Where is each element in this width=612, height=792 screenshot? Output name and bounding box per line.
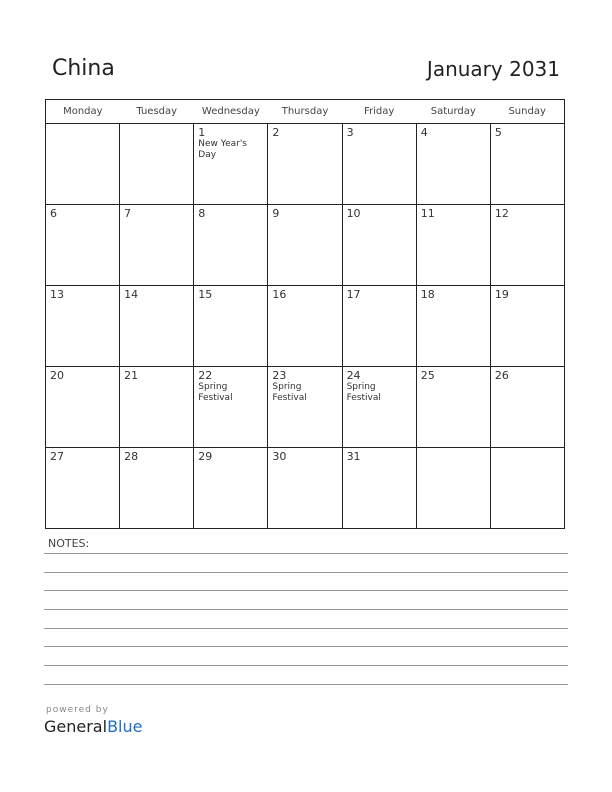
day-cell — [342, 124, 416, 205]
day-cell — [342, 205, 416, 286]
day-number: 29 — [198, 450, 213, 463]
day-number: 30 — [272, 450, 287, 463]
week-row — [46, 124, 565, 205]
day-cell — [268, 205, 342, 286]
country-title: China — [52, 56, 115, 81]
day-cell — [490, 124, 564, 205]
weekday-thursday: Thursday — [268, 100, 342, 124]
day-cell — [120, 367, 194, 448]
weekday-wednesday: Wednesday — [194, 100, 268, 124]
day-cell — [268, 448, 342, 529]
day-number: 25 — [420, 369, 435, 382]
day-number: 28 — [124, 450, 139, 463]
day-number: 26 — [494, 369, 509, 382]
day-cell — [120, 124, 194, 205]
day-number: 8 — [198, 207, 206, 220]
day-number: 9 — [272, 207, 280, 220]
day-number: 1 — [198, 126, 206, 139]
day-number: 16 — [272, 288, 287, 301]
weekday-header-row — [46, 100, 565, 124]
day-number: 11 — [420, 207, 435, 220]
holiday-label: Spring Festival — [198, 382, 233, 403]
day-cell — [120, 448, 194, 529]
notes-line — [44, 609, 568, 610]
day-number: 23 — [272, 369, 287, 382]
day-cell — [120, 205, 194, 286]
day-number: 24 — [346, 369, 361, 382]
day-cell — [416, 286, 490, 367]
week-row — [46, 367, 565, 448]
month-title: January 2031 — [426, 57, 560, 81]
day-number: 20 — [50, 369, 64, 382]
weekday-saturday: Saturday — [416, 100, 490, 124]
notes-label: NOTES: — [48, 537, 90, 550]
day-cell — [268, 286, 342, 367]
day-cell — [194, 367, 268, 448]
day-cell — [46, 124, 120, 205]
day-number: 22 — [198, 369, 213, 382]
day-number: 2 — [272, 126, 280, 139]
weekday-sunday: Sunday — [490, 100, 564, 124]
day-number: 21 — [124, 369, 139, 382]
day-cell — [194, 205, 268, 286]
day-number: 13 — [50, 288, 64, 301]
holiday-label: Spring Festival — [272, 382, 307, 403]
powered-by-text: powered by — [46, 705, 109, 715]
day-number: 3 — [346, 126, 354, 139]
day-cell — [120, 286, 194, 367]
day-number: 27 — [50, 450, 64, 463]
day-cell — [342, 286, 416, 367]
day-cell — [416, 124, 490, 205]
day-number: 18 — [420, 288, 435, 301]
notes-line — [44, 572, 568, 573]
weekday-monday: Monday — [46, 100, 120, 124]
calendar-grid — [45, 99, 565, 529]
day-number: 5 — [494, 126, 502, 139]
day-number: 17 — [346, 288, 361, 301]
notes-line — [44, 590, 568, 591]
day-number: 19 — [494, 288, 509, 301]
day-number: 15 — [198, 288, 213, 301]
day-cell — [490, 205, 564, 286]
week-row — [46, 448, 565, 529]
day-cell — [490, 367, 564, 448]
day-cell — [490, 286, 564, 367]
day-cell — [46, 367, 120, 448]
day-cell — [194, 286, 268, 367]
holiday-label: Spring Festival — [346, 382, 381, 403]
week-row — [46, 286, 565, 367]
day-cell — [416, 367, 490, 448]
day-cell — [194, 448, 268, 529]
day-cell — [342, 367, 416, 448]
day-cell — [342, 448, 416, 529]
day-cell — [416, 448, 490, 529]
holiday-label: New Year's Day — [198, 139, 247, 160]
day-number: 7 — [124, 207, 132, 220]
generalblue-logo — [44, 717, 142, 736]
day-number: 10 — [346, 207, 361, 220]
day-cell — [46, 205, 120, 286]
notes-line — [44, 553, 568, 554]
weekday-friday: Friday — [342, 100, 416, 124]
day-number: 31 — [346, 450, 361, 463]
day-number: 12 — [494, 207, 509, 220]
weekday-tuesday: Tuesday — [120, 100, 194, 124]
notes-line — [44, 628, 568, 629]
day-cell — [268, 367, 342, 448]
logo-blue-text: Blue — [107, 717, 143, 736]
day-cell — [46, 286, 120, 367]
day-cell — [416, 205, 490, 286]
logo-general-text: General — [44, 717, 108, 736]
day-cell — [490, 448, 564, 529]
day-number: 14 — [124, 288, 139, 301]
week-row — [46, 205, 565, 286]
notes-line — [44, 684, 568, 685]
notes-line — [44, 646, 568, 647]
day-cell — [194, 124, 268, 205]
day-number: 6 — [50, 207, 57, 220]
day-cell — [46, 448, 120, 529]
day-cell — [268, 124, 342, 205]
notes-line — [44, 665, 568, 666]
day-number: 4 — [420, 126, 428, 139]
